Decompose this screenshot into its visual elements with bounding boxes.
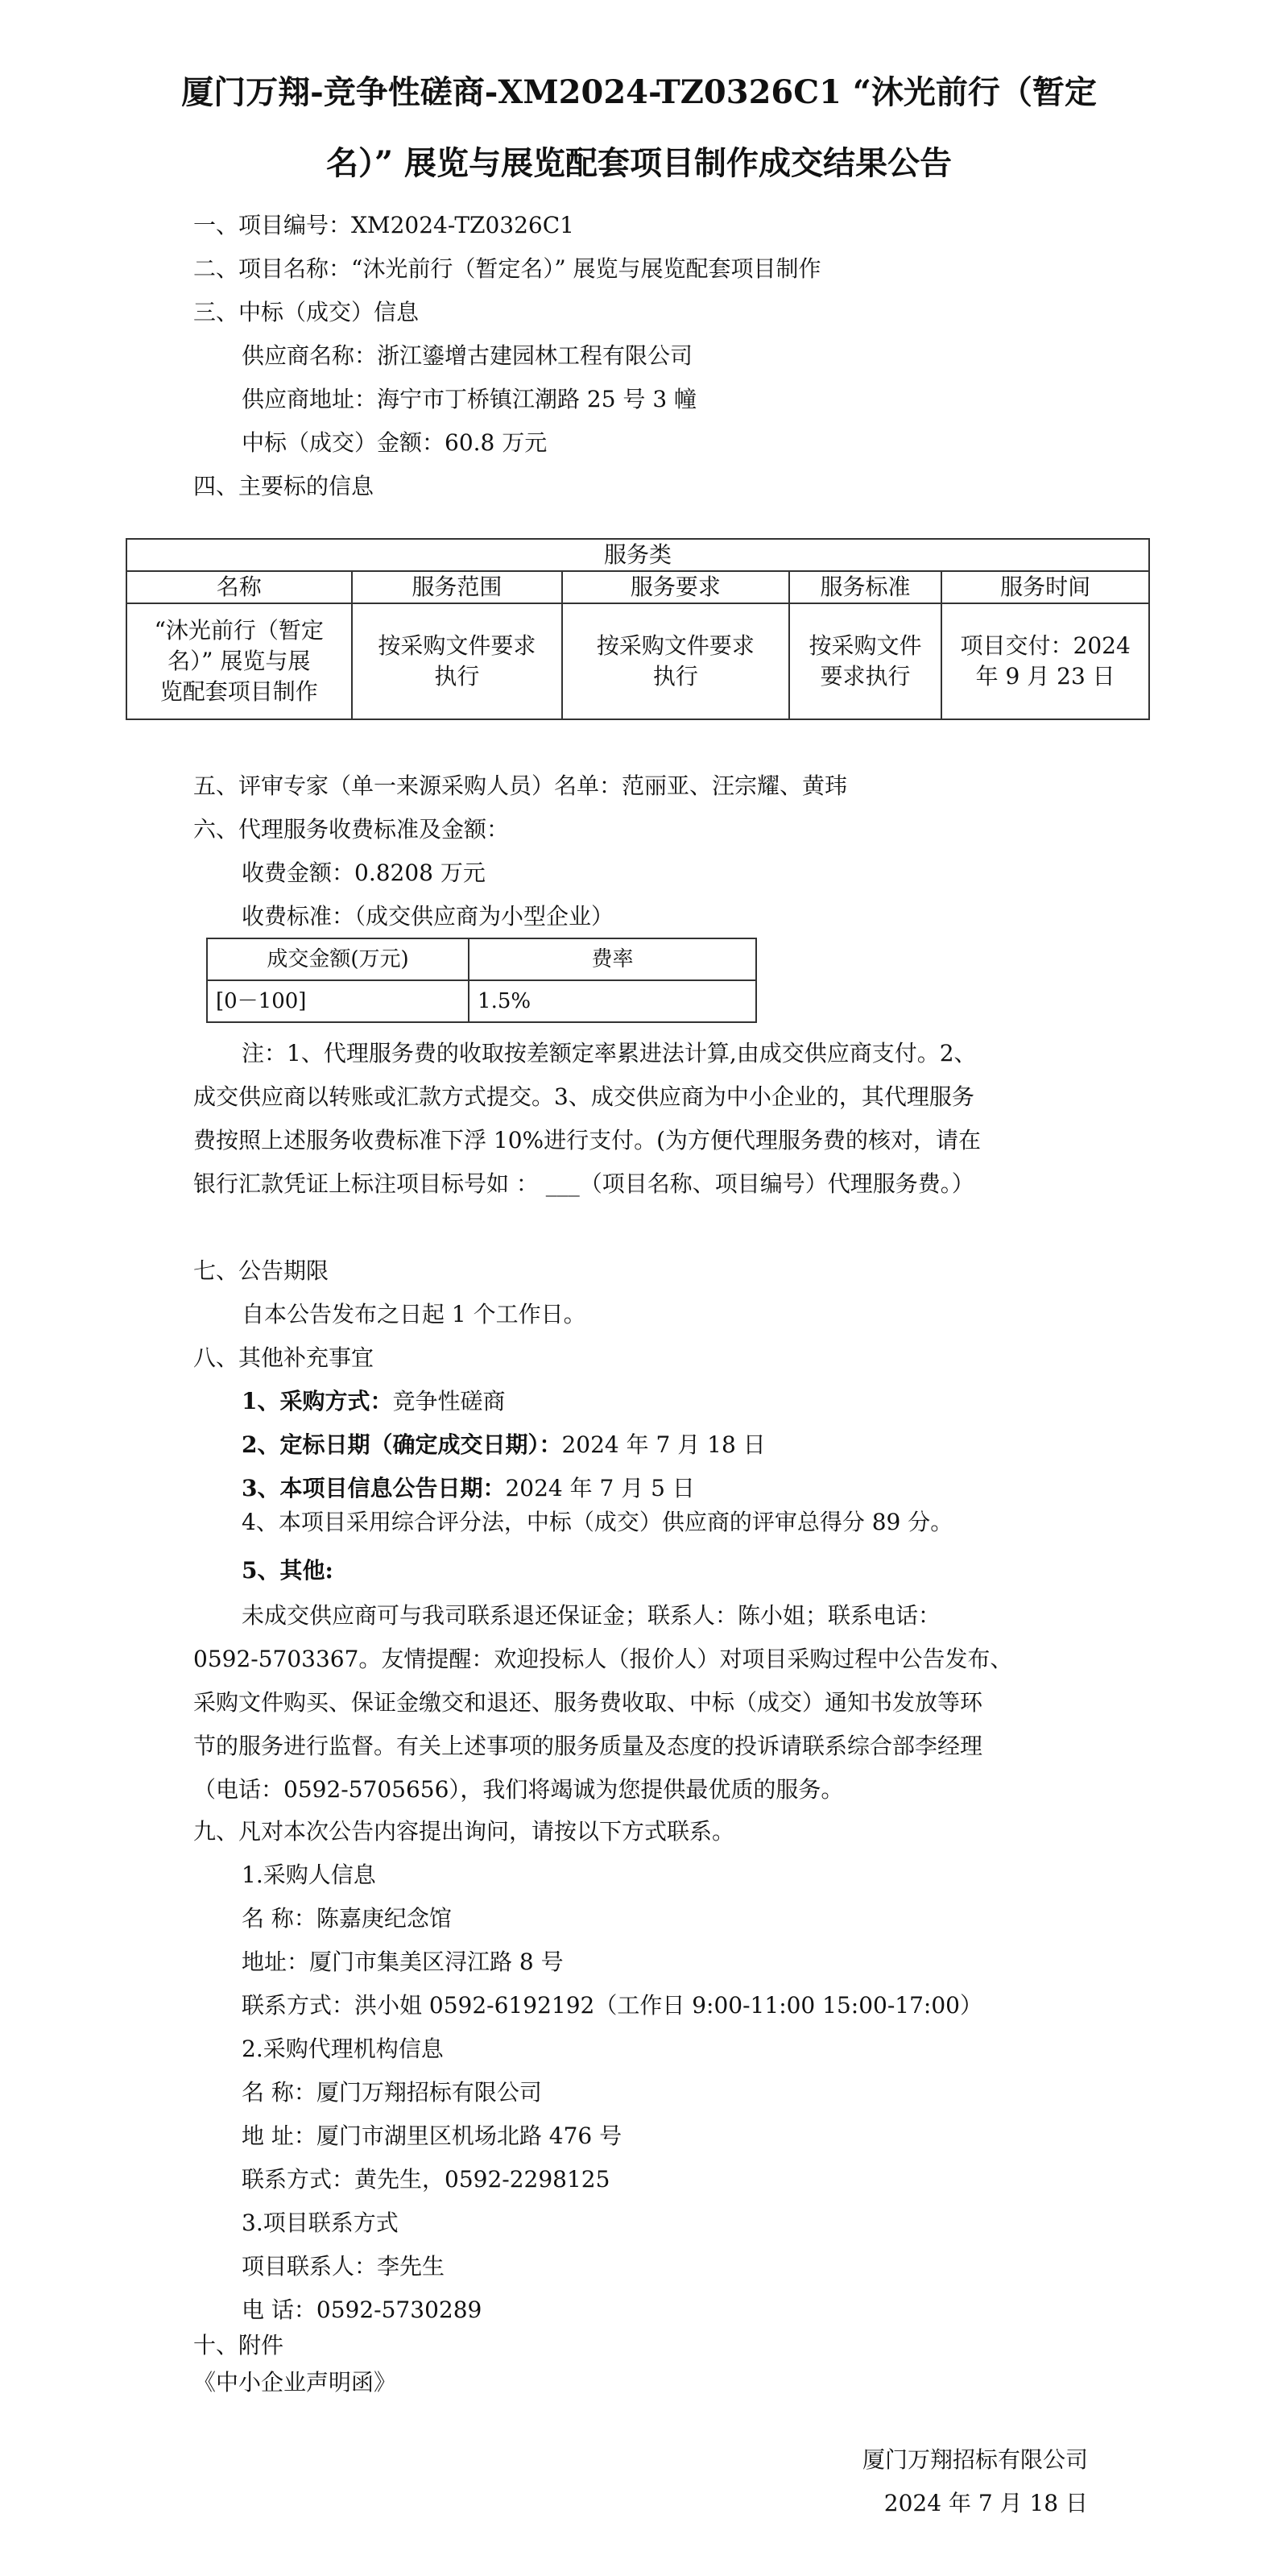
cell-line: 要求执行 [820, 663, 911, 690]
table-header: 服务时间 [941, 571, 1149, 603]
table-category: 服务类 [126, 539, 1149, 571]
table-cell-scope [352, 603, 563, 719]
announcement-date [242, 1474, 695, 1503]
agency-info-heading: 2.采购代理机构信息 [242, 2036, 444, 2062]
doc-title-line-1: 厦门万翔-竞争性磋商-XM2024-TZ0326C1 “沐光前行（暂定 [181, 73, 1097, 111]
table-header: 服务要求 [562, 571, 789, 603]
item-value: 2024 年 7 月 5 日 [505, 1475, 695, 1501]
attachment-heading: 十、附件 [193, 2332, 284, 2359]
purchaser-info-heading: 1.采购人信息 [242, 1862, 376, 1888]
table-cell-time [941, 603, 1149, 719]
fee-amount: 收费金额：0.8208 万元 [242, 859, 486, 886]
other-paragraph-line: 采购文件购买、保证金缴交和退还、服务费收取、中标（成交）通知书发放等环 [193, 1689, 983, 1716]
other-paragraph-line: 未成交供应商可与我司联系退还保证金；联系人：陈小姐；联系电话： [242, 1602, 941, 1629]
doc-title-line-2: 名）” 展览与展览配套项目制作成交结果公告 [326, 144, 952, 182]
notice-period-heading: 七、公告期限 [193, 1257, 329, 1284]
award-amount: 中标（成交）金额：60.8 万元 [242, 429, 548, 456]
cell-line: “沐光前行（暂定 [154, 617, 324, 644]
award-date [242, 1431, 766, 1460]
fee-note-line: 费按照上述服务收费标准下浮 10%进行支付。(为方便代理服务费的核对，请在 [193, 1127, 982, 1153]
review-experts: 五、评审专家（单一来源采购人员）名单：范丽亚、汪宗耀、黄玮 [193, 772, 848, 799]
cell-line: 览配套项目制作 [159, 678, 318, 705]
other-paragraph-line: （电话：0592-5705656），我们将竭诚为您提供最优质的服务。 [193, 1776, 844, 1803]
supplier-name: 供应商名称：浙江鎏增古建园林工程有限公司 [242, 342, 693, 369]
cell-line: 执行 [652, 663, 698, 690]
fee-note-line: 银行汇款凭证上标注项目标号如 ： ___（项目名称、项目编号）代理服务费。） [193, 1170, 974, 1197]
table-header: 名称 [126, 571, 352, 603]
cell-line: 按采购文件 [809, 632, 922, 659]
cell-line: 名）” 展览与展 [168, 648, 311, 674]
cell-line: 执行 [434, 663, 480, 690]
table-row [207, 980, 756, 1022]
table-header: 服务范围 [352, 571, 563, 603]
other-matters-heading: 八、其他补充事宜 [193, 1344, 374, 1371]
item-label: 3、本项目信息公告日期： [242, 1475, 506, 1501]
agency-address: 地 址：厦门市湖里区机场北路 476 号 [242, 2123, 622, 2149]
other-paragraph-line: 0592-5703367。友情提醒：欢迎投标人（报价人）对项目采购过程中公告发布、 [193, 1646, 1013, 1672]
signature-company: 厦门万翔招标有限公司 [862, 2446, 1088, 2473]
project-contact-person: 项目联系人：李先生 [242, 2253, 445, 2280]
fee-standard: 收费标准：（成交供应商为小型企业） [242, 903, 614, 930]
fee-table-cell: 1.5% [469, 980, 756, 1022]
item-label: 2、定标日期（确定成交日期）： [242, 1431, 562, 1458]
table-header: 服务标准 [789, 571, 942, 603]
purchaser-address: 地址：厦门市集美区浔江路 8 号 [242, 1949, 564, 1975]
fee-table-header: 费率 [469, 938, 756, 980]
purchaser-name: 名 称：陈嘉庚纪念馆 [242, 1905, 452, 1932]
table-cell-requirement [562, 603, 789, 719]
evaluation-score: 4、本项目采用综合评分法，中标（成交）供应商的评审总得分 89 分。 [242, 1509, 953, 1535]
agency-name: 名 称：厦门万翔招标有限公司 [242, 2079, 542, 2106]
fee-table-cell: [0－100] [207, 980, 469, 1022]
other-paragraph-line: 节的服务进行监督。有关上述事项的服务质量及态度的投诉请联系综合部李经理 [193, 1733, 983, 1759]
procurement-method [242, 1387, 506, 1416]
table-cell-name [126, 603, 352, 719]
item-value: 竞争性磋商 [392, 1388, 506, 1414]
fee-rate-table [206, 938, 757, 1023]
fee-table-header: 成交金额(万元) [207, 938, 469, 980]
item-label: 5、其他: [242, 1557, 333, 1584]
supplier-address: 供应商地址：海宁市丁桥镇江潮路 25 号 3 幢 [242, 386, 697, 412]
item-label: 1、采购方式： [242, 1388, 393, 1414]
project-contact-phone: 电 话：0592-5730289 [242, 2296, 482, 2323]
cell-line: 按采购文件要求 [596, 632, 755, 659]
contact-heading: 九、凡对本次公告内容提出询问，请按以下方式联系。 [193, 1818, 735, 1845]
notice-period-text: 自本公告发布之日起 1 个工作日。 [242, 1301, 586, 1327]
purchaser-contact: 联系方式：洪小姐 0592-6192192（工作日 9:00-11:00 15:00-17:00） [242, 1992, 982, 2019]
cell-line: 年 9 月 23 日 [975, 663, 1115, 690]
main-subject-heading: 四、主要标的信息 [193, 473, 374, 499]
item-value: 2024 年 7 月 18 日 [561, 1431, 766, 1458]
award-info-heading: 三、中标（成交）信息 [193, 299, 420, 325]
table-cell-standard [789, 603, 942, 719]
agency-contact: 联系方式：黄先生，0592-2298125 [242, 2166, 610, 2193]
subject-info-table [126, 538, 1150, 720]
cell-line: 项目交付：2024 [960, 632, 1131, 659]
attachment-link[interactable]: 《中小企业声明函》 [193, 2369, 397, 2396]
project-contact-heading: 3.项目联系方式 [242, 2209, 399, 2236]
table-row [126, 603, 1149, 719]
project-number: 一、项目编号：XM2024-TZ0326C1 [193, 212, 574, 238]
project-name: 二、项目名称：“沐光前行（暂定名）” 展览与展览配套项目制作 [193, 255, 821, 282]
fee-note-line: 成交供应商以转账或汇款方式提交。3、成交供应商为中小企业的，其代理服务 [193, 1083, 974, 1110]
agency-fee-heading: 六、代理服务收费标准及金额： [193, 816, 510, 843]
cell-line: 按采购文件要求 [378, 632, 536, 659]
signature-date: 2024 年 7 月 18 日 [883, 2490, 1088, 2516]
other-label [242, 1556, 333, 1585]
fee-note-line: 注：1、代理服务费的收取按差额定率累进法计算,由成交供应商支付。2、 [242, 1040, 977, 1066]
